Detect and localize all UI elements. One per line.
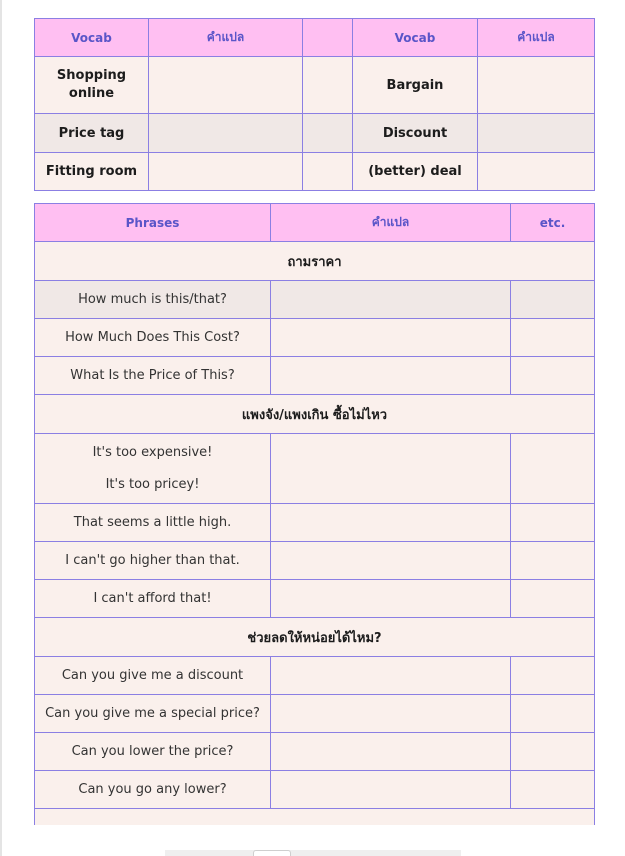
etc-header: etc. (511, 204, 595, 242)
translation-cell[interactable] (149, 57, 303, 114)
etc-cell[interactable] (511, 504, 595, 542)
translation-cell[interactable] (149, 114, 303, 153)
vocab-header-row (35, 19, 595, 57)
translation-cell[interactable] (271, 357, 511, 395)
translation-cell[interactable] (271, 657, 511, 695)
phrase-row (35, 434, 595, 504)
translation-cell[interactable] (271, 319, 511, 357)
vocab-term: Bargain (353, 57, 478, 114)
etc-cell[interactable] (511, 771, 595, 809)
vocab-row (35, 153, 595, 191)
translation-cell[interactable] (271, 695, 511, 733)
phrase-line: It's too expensive! (92, 444, 213, 460)
translation-cell[interactable] (271, 281, 511, 319)
vocab-term: (better) deal (353, 153, 478, 191)
vocab-table (34, 18, 595, 191)
translation-header: คำแปล (478, 19, 595, 57)
phrase-text: How Much Does This Cost? (35, 319, 271, 357)
etc-cell[interactable] (511, 657, 595, 695)
spacer-cell (303, 153, 353, 191)
phrase-row (35, 319, 595, 357)
section-title: แพงจัง/แพงเกิน ซื้อไม่ไหว (35, 395, 595, 434)
spacer-cell (303, 57, 353, 114)
etc-cell[interactable] (511, 733, 595, 771)
etc-cell[interactable] (511, 281, 595, 319)
phrases-header: Phrases (35, 204, 271, 242)
phrase-header-row (35, 204, 595, 242)
etc-cell[interactable] (511, 695, 595, 733)
translation-cell[interactable] (271, 771, 511, 809)
phrase-row (35, 695, 595, 733)
etc-cell[interactable] (511, 434, 595, 504)
section-row (35, 242, 595, 281)
horizontal-scrollbar[interactable] (165, 850, 461, 856)
spacer-header (303, 19, 353, 57)
phrase-line: It's too pricey! (105, 476, 200, 492)
phrase-row (35, 281, 595, 319)
spacer-cell (303, 114, 353, 153)
phrase-text: Can you give me a special price? (35, 695, 271, 733)
translation-cell[interactable] (149, 153, 303, 191)
translation-cell[interactable] (271, 733, 511, 771)
section-title: ถามราคา (35, 242, 595, 281)
page-edge (0, 0, 2, 856)
translation-cell[interactable] (271, 504, 511, 542)
translation-cell[interactable] (271, 434, 511, 504)
partial-cell (35, 809, 595, 825)
phrase-table (34, 203, 595, 825)
vocab-term: Shopping online (35, 57, 149, 114)
phrase-text: How much is this/that? (35, 281, 271, 319)
vocab-term: Fitting room (35, 153, 149, 191)
etc-cell[interactable] (511, 357, 595, 395)
vocab-row (35, 114, 595, 153)
section-title: ช่วยลดให้หน่อยได้ไหม? (35, 618, 595, 657)
phrase-row (35, 504, 595, 542)
phrase-row (35, 542, 595, 580)
phrase-row (35, 733, 595, 771)
vocab-header: Vocab (35, 19, 149, 57)
translation-cell[interactable] (478, 114, 595, 153)
phrase-text (35, 434, 271, 504)
phrase-text: I can't go higher than that. (35, 542, 271, 580)
translation-cell[interactable] (478, 153, 595, 191)
phrase-text: What Is the Price of This? (35, 357, 271, 395)
etc-cell[interactable] (511, 580, 595, 618)
translation-cell[interactable] (271, 580, 511, 618)
phrase-text: That seems a little high. (35, 504, 271, 542)
phrase-row-partial (35, 809, 595, 825)
phrase-text: I can't afford that! (35, 580, 271, 618)
vocab-term: Discount (353, 114, 478, 153)
translation-cell[interactable] (478, 57, 595, 114)
vocab-header: Vocab (353, 19, 478, 57)
vocab-term: Price tag (35, 114, 149, 153)
phrase-text: Can you give me a discount (35, 657, 271, 695)
translation-cell[interactable] (271, 542, 511, 580)
etc-cell[interactable] (511, 542, 595, 580)
phrase-row (35, 771, 595, 809)
section-row (35, 395, 595, 434)
phrase-row (35, 357, 595, 395)
translation-header: คำแปล (271, 204, 511, 242)
etc-cell[interactable] (511, 319, 595, 357)
phrase-text: Can you lower the price? (35, 733, 271, 771)
phrase-row (35, 580, 595, 618)
translation-header: คำแปล (149, 19, 303, 57)
scrollbar-thumb[interactable] (253, 850, 291, 856)
section-row (35, 618, 595, 657)
phrase-text: Can you go any lower? (35, 771, 271, 809)
vocab-row (35, 57, 595, 114)
phrase-row (35, 657, 595, 695)
